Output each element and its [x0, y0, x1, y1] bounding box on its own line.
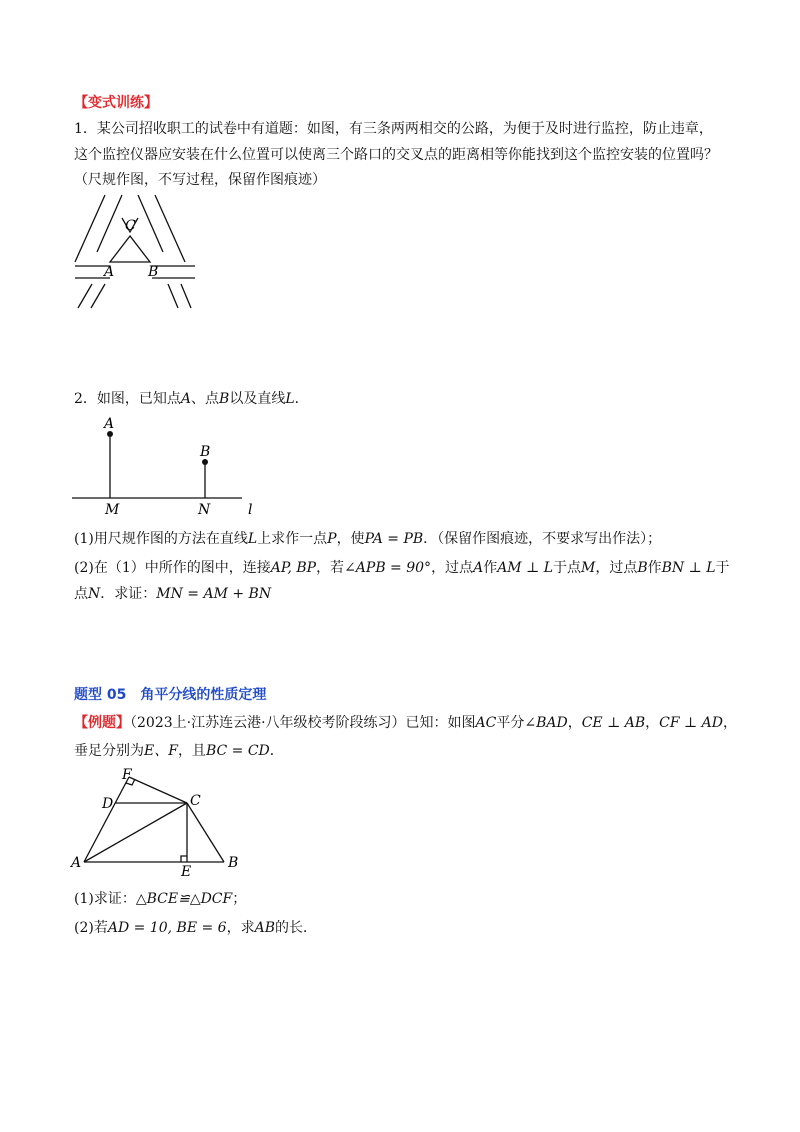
example-line-1: 【例题】（2023上·江苏连云港·八年级校考阶段练习）已知：如图AC平分∠BAD，CE ⊥ AB，CF ⊥ AD，	[74, 715, 737, 731]
q2-line-figure	[70, 412, 260, 518]
segment-cb	[187, 803, 224, 862]
example-part-1: (1)求证：△BCE≌△DCF；	[74, 891, 247, 907]
point-label-c: C	[190, 793, 201, 809]
q2-part-2: (2)在（1）中所作的图中，连接AP, BP，若∠APB = 90°，过点A作AM ⊥ L于点M，过点B作BN ⊥ L于	[74, 560, 730, 576]
q1-line-1: 1．某公司招收职工的试卷中有道题：如图，有三条两两相交的公路，为便于及时进行监控，防止违章，	[74, 121, 713, 137]
point-label-a: A	[104, 416, 115, 432]
point-label-b: B	[148, 264, 159, 280]
point-label-d: D	[102, 796, 114, 812]
point-label-a: A	[71, 855, 82, 871]
point-label-e: E	[181, 864, 192, 880]
q1-line-2: 这个监控仪器应安装在什么位置可以使离三个路口的交叉点的距离相等你能找到这个监控安装的位置吗？	[74, 147, 718, 163]
road-line	[155, 195, 185, 262]
right-angle-e	[181, 856, 187, 862]
example-figure	[68, 765, 248, 880]
q2-part-2-cont: 点N．求证：MN = AM + BN	[74, 586, 272, 602]
road-line	[78, 284, 92, 308]
road-line	[75, 195, 105, 262]
section-heading: 【变式训练】	[74, 95, 158, 111]
q1-roads-figure	[70, 190, 200, 310]
point-label-b: B	[228, 855, 239, 871]
point-label-a: A	[104, 264, 115, 280]
road-line	[91, 284, 105, 308]
road-line	[168, 284, 178, 308]
line-label-l: l	[248, 502, 253, 518]
point-label-f: F	[122, 767, 132, 783]
q2-part-1: (1)用尺规作图的方法在直线L上求作一点P，使PA = PB．（保留作图痕迹，不要求写出作法）；	[74, 531, 662, 547]
section-2-title: 题型 05 角平分线的性质定理	[74, 687, 267, 703]
example-line-2: 垂足分别为E、F，且BC = CD．	[74, 743, 284, 759]
q1-line-3: （尺规作图，不写过程，保留作图痕迹）	[74, 172, 326, 188]
inner-triangle	[110, 236, 150, 262]
q2-intro: 2．如图，已知点A、点B以及直线L．	[74, 391, 309, 407]
point-label-n: N	[198, 502, 211, 518]
example-part-2: (2)若AD = 10, BE = 6，求AB的长．	[74, 920, 317, 936]
point-label-c: C	[125, 218, 136, 234]
segment-fc	[129, 777, 187, 803]
road-line	[181, 284, 191, 308]
point-label-m: M	[105, 502, 120, 518]
point-label-b: B	[200, 444, 211, 460]
